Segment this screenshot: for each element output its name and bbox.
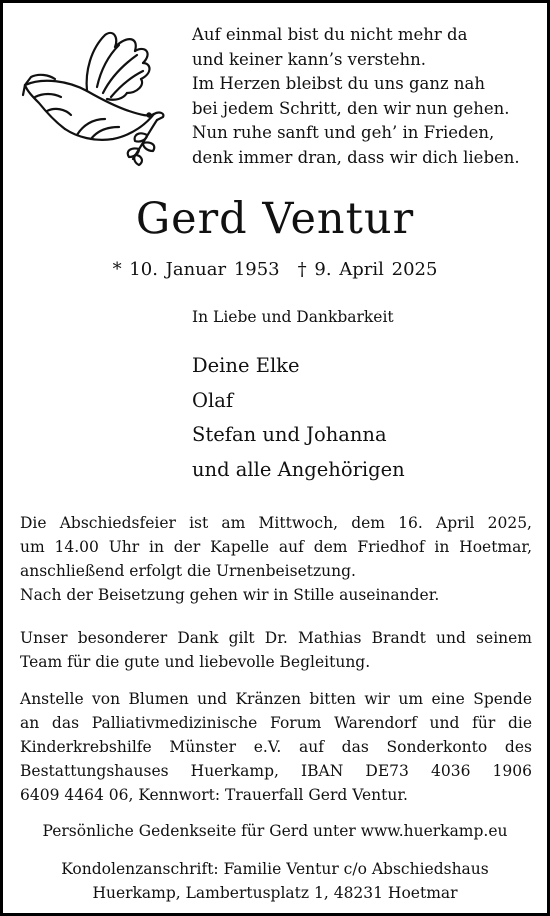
poem-line: Im Herzen bleibst du uns ganz nah <box>192 74 486 93</box>
text-line: Anstelle von Blumen und Kränzen bitten wir um eine Spende <box>20 690 532 708</box>
family-member: Stefan und Johanna <box>192 423 387 446</box>
text-line: Nach der Beisetzung gehen wir in Stille auseinander. <box>20 586 440 604</box>
donation-paragraph <box>20 687 532 807</box>
deceased-name: Gerd Ventur <box>135 194 415 244</box>
poem <box>192 23 542 170</box>
dedication: In Liebe und Dankbarkeit <box>192 308 394 326</box>
poem-line: und keiner kann’s verstehn. <box>192 49 427 69</box>
text-line: Die Abschiedsfeier ist am Mittwoch, dem 16. April 2025, <box>20 514 532 532</box>
death-date: † 9. April 2025 <box>297 259 438 280</box>
text-line: an das Palliativmedizinische Forum Warendorf und für die <box>20 714 532 732</box>
birth-date: * 10. Januar 1953 <box>112 259 280 280</box>
family-member: Deine Elke <box>192 354 300 377</box>
poem-line: Nun ruhe sanft und geh’ in Frieden, <box>192 123 495 142</box>
text-line: Kinderkrebshilfe Münster e.V. auf das Sonderkonto des <box>20 738 532 756</box>
address-line: Kondolenzanschrift: Familie Ventur c/o Abschiedshaus <box>61 860 489 878</box>
text-line: um 14.00 Uhr in der Kapelle auf dem Friedhof in Hoetmar, <box>20 538 532 556</box>
condolence-address <box>3 857 547 905</box>
family-list <box>192 349 405 487</box>
text-line: Unser besonderer Dank gilt Dr. Mathias Brandt und seinem <box>20 629 532 647</box>
thanks-paragraph <box>20 626 532 674</box>
poem-line: Auf einmal bist du nicht mehr da <box>192 25 468 44</box>
ceremony-paragraph <box>20 511 532 607</box>
text-line: Bestattungshauses Huerkamp, IBAN DE73 4036 1906 <box>20 762 532 780</box>
text-line: 6409 4464 06, Kennwort: Trauerfall Gerd Ventur. <box>20 786 408 804</box>
dove-with-olive-branch-icon <box>21 27 169 167</box>
family-member: Olaf <box>192 388 234 412</box>
poem-line: bei jedem Schritt, den wir nun gehen. <box>192 98 510 118</box>
text-line: Team für die gute und liebevolle Begleitung. <box>20 653 371 671</box>
memorial-page-line: Persönliche Gedenkseite für Gerd unter www.huerkamp.eu <box>42 822 508 840</box>
address-line: Huerkamp, Lambertusplatz 1, 48231 Hoetmar <box>92 884 458 902</box>
poem-line: denk immer dran, dass wir dich lieben. <box>192 147 520 167</box>
text-line: anschließend erfolgt die Urnenbeisetzung. <box>20 562 356 580</box>
life-dates <box>3 257 547 283</box>
family-member: und alle Angehörigen <box>192 457 405 481</box>
